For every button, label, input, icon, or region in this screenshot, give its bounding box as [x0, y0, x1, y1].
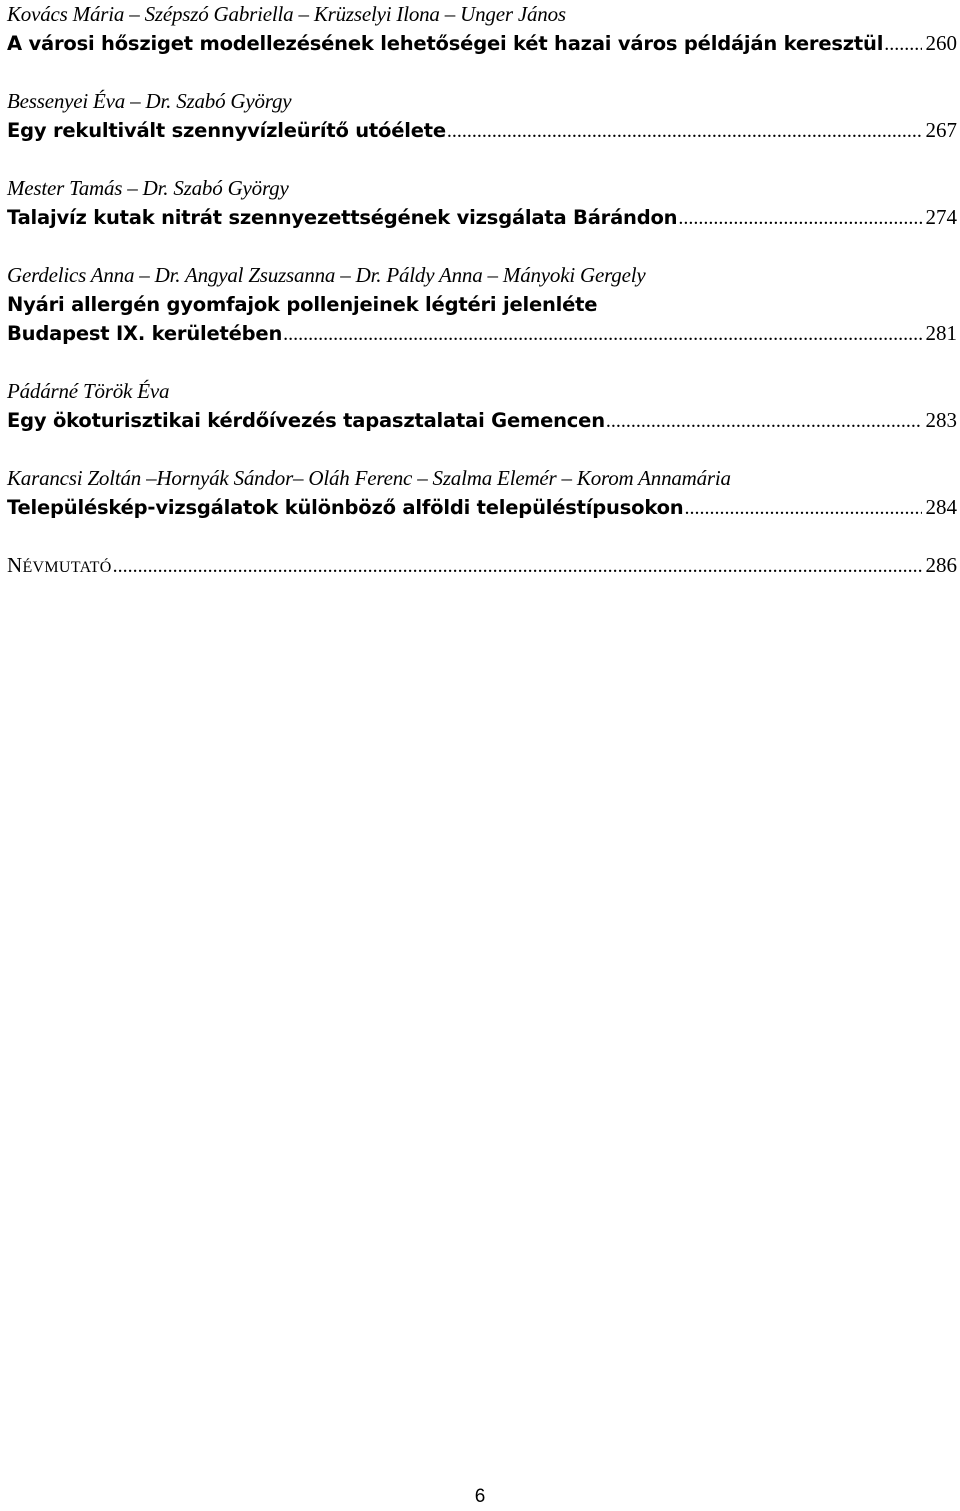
entry-title: Egy ökoturisztikai kérdőívezés tapasztalatai Gemencen — [7, 409, 605, 432]
dot-leader — [678, 204, 921, 233]
entry-authors: Bessenyei Éva – Dr. Szabó György — [7, 89, 292, 113]
entry-page-number: 260 — [925, 31, 957, 55]
name-index-page-number: 286 — [925, 553, 957, 577]
dot-leader — [283, 320, 921, 349]
entry-title-line[interactable] — [7, 406, 957, 435]
dot-leader — [113, 552, 922, 581]
entry-title-line[interactable] — [7, 493, 957, 522]
toc-entry — [7, 464, 957, 522]
dot-leader — [606, 407, 922, 436]
entry-title: Településkép-vizsgálatok különböző alföldi településtípusokon — [7, 496, 684, 519]
entry-title-line[interactable] — [7, 116, 957, 145]
dot-leader — [447, 117, 922, 146]
entry-page-number: 281 — [925, 321, 957, 345]
dot-leader — [884, 30, 921, 59]
entry-page-number: 283 — [925, 408, 957, 432]
toc-entry — [7, 87, 957, 145]
entry-authors: Mester Tamás – Dr. Szabó György — [7, 176, 289, 200]
entry-authors: Pádárné Török Éva — [7, 379, 170, 403]
entry-authors: Karancsi Zoltán –Hornyák Sándor– Oláh Ferenc – Szalma Elemér – Korom Annamária — [7, 466, 731, 490]
toc-entry — [7, 261, 957, 348]
entry-page-number: 267 — [925, 118, 957, 142]
entry-title-line[interactable] — [7, 29, 957, 58]
toc-entry — [7, 377, 957, 435]
entry-title: A városi hősziget modellezésének lehetőségei két hazai város példáján keresztül — [7, 32, 884, 55]
name-index-title: NÉVMUTATÓ — [7, 553, 112, 577]
toc-entry — [7, 174, 957, 232]
entry-title: Egy rekultivált szennyvízleürítő utóélete — [7, 119, 446, 142]
toc-entry — [7, 0, 957, 58]
entry-title-line[interactable] — [7, 319, 957, 348]
entry-title-line[interactable] — [7, 203, 957, 232]
page-number: 6 — [474, 1486, 486, 1507]
entry-title-continued: Budapest IX. kerületében — [7, 322, 283, 345]
entry-page-number: 284 — [925, 495, 957, 519]
dot-leader — [684, 494, 921, 523]
entry-title[interactable]: Nyári allergén gyomfajok pollenjeinek légtéri jelenléte — [7, 293, 598, 316]
entry-authors: Gerdelics Anna – Dr. Angyal Zsuzsanna – Dr. Páldy Anna – Mányoki Gergely — [7, 263, 646, 287]
entry-title: Talajvíz kutak nitrát szennyezettségének vizsgálata Bárándon — [7, 206, 678, 229]
entry-page-number: 274 — [925, 205, 957, 229]
table-of-contents — [7, 0, 957, 580]
name-index-line[interactable] — [7, 551, 957, 580]
entry-authors: Kovács Mária – Szépszó Gabriella – Krüzselyi Ilona – Unger János — [7, 2, 566, 26]
